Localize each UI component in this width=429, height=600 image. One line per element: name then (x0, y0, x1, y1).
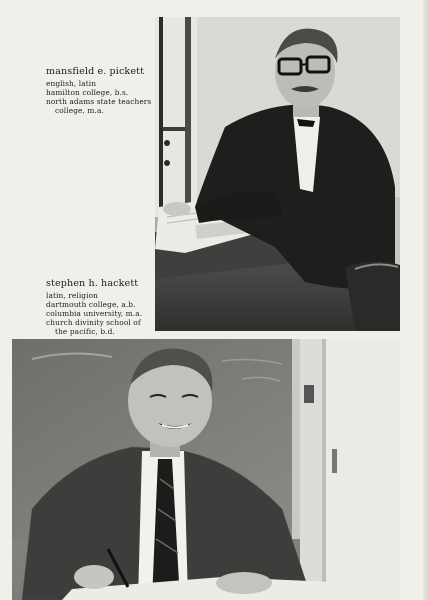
degree: church divinity school of (46, 318, 141, 328)
degree: the pacific, b.d. (55, 327, 115, 337)
faculty-caption-hackett (46, 278, 154, 336)
degree: dartmouth college, a.b. (46, 300, 136, 310)
faculty-name: stephen h. hackett (46, 278, 139, 289)
degree: columbia university, m.a. (46, 309, 143, 319)
page-edge (423, 0, 429, 600)
faculty-name: mansfield e. pickett (46, 66, 145, 77)
photo-illustration (155, 17, 400, 331)
faculty-photo-hackett (12, 339, 400, 600)
subjects: latin, religion (46, 291, 99, 300)
subjects: english, latin (46, 79, 97, 88)
faculty-caption-pickett (46, 66, 154, 115)
photo-illustration (12, 339, 400, 600)
degree: hamilton college, b.s. (46, 88, 129, 98)
degree: north adams state teachers (46, 97, 152, 107)
degree: college, m.a. (55, 106, 104, 116)
faculty-photo-pickett (155, 17, 400, 331)
